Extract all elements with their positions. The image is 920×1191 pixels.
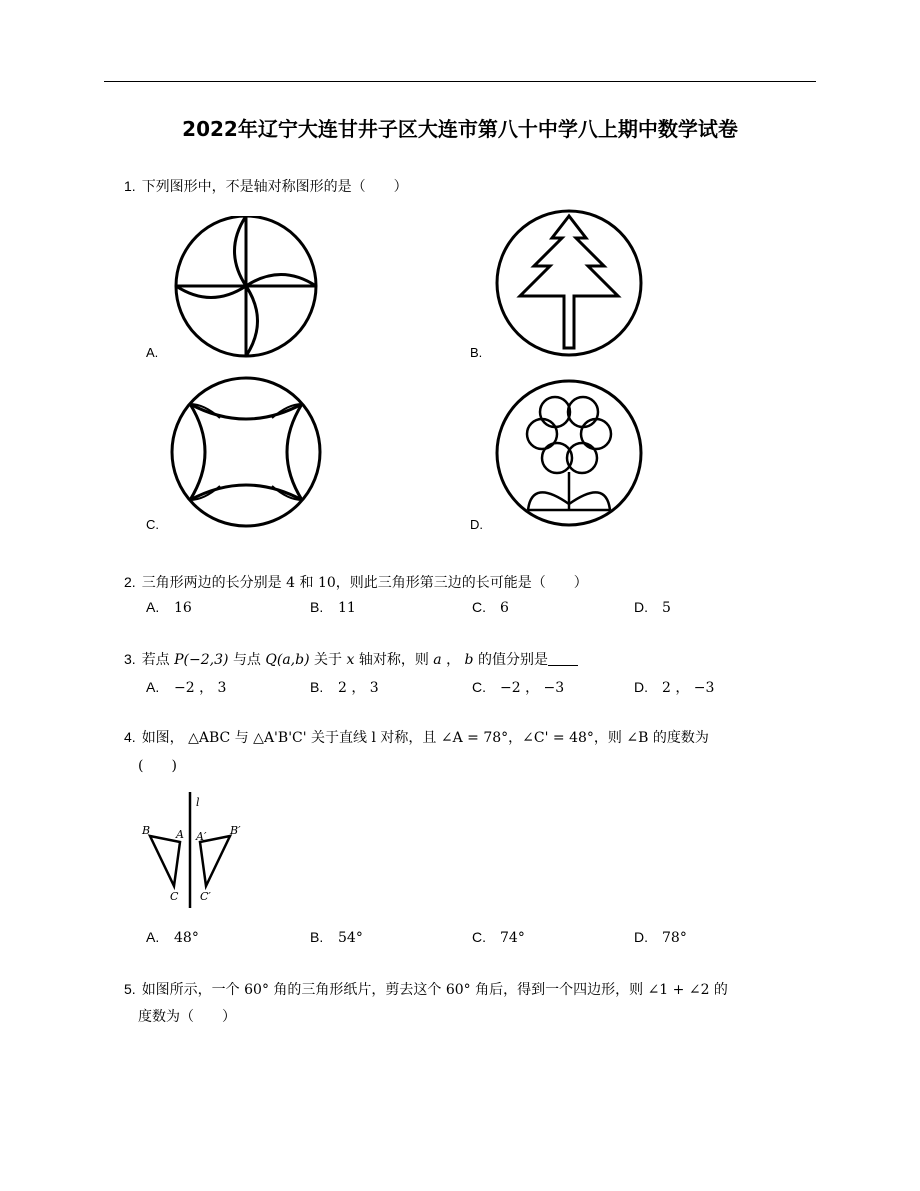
- label-l: l: [196, 796, 200, 809]
- figure-d-flower: [494, 378, 644, 528]
- option-a: A. 16: [146, 599, 192, 616]
- figure-c-concave-square: [168, 376, 324, 528]
- point-p: P(−2,3): [174, 652, 229, 668]
- question-number: 4.: [124, 729, 136, 745]
- question-3: 3. 若点 P(−2,3) 与点 Q(a,b) 关于 x 轴对称，则 a ， b 的值分别是: [124, 649, 578, 670]
- figure-q4-triangles: [138, 790, 250, 914]
- option-a: A. 48°: [146, 929, 199, 946]
- question-4: [124, 727, 709, 748]
- label-c-prime: C′: [200, 890, 211, 903]
- option-a-label: A.: [146, 345, 159, 360]
- question-number: 5.: [124, 981, 136, 997]
- option-b-label: B.: [470, 345, 483, 360]
- question-1: [124, 176, 408, 197]
- figure-b-tree: [494, 208, 644, 358]
- label-c: C: [170, 890, 179, 903]
- label-b-prime: B′: [230, 824, 241, 837]
- question-5-line2: 度数为（ ）: [138, 1009, 236, 1025]
- question-4-parens: ( ): [138, 758, 177, 774]
- option-d: D. 5: [634, 599, 671, 616]
- question-number: 1.: [124, 178, 136, 194]
- figure-a-pinwheel: [168, 216, 324, 360]
- option-d: D. 2 ， −3: [634, 679, 715, 696]
- answer-blank[interactable]: [548, 651, 578, 666]
- question-5: [124, 979, 728, 1000]
- question-number: 3.: [124, 651, 136, 667]
- question-2: [124, 572, 588, 593]
- page-title: 2022年辽宁大连甘井子区大连市第八十中学八上期中数学试卷: [182, 117, 738, 141]
- option-a: A. −2 ， 3: [146, 679, 227, 696]
- option-d: D. 78°: [634, 929, 687, 946]
- question-number: 2.: [124, 574, 136, 590]
- point-q: Q(a,b): [265, 652, 310, 668]
- option-b: B. 11: [310, 599, 356, 616]
- option-c-label: C.: [146, 517, 159, 532]
- option-c: C. 74°: [472, 929, 525, 946]
- label-b: B: [142, 824, 151, 837]
- question-text: 下列图形中，不是轴对称图形的是（ ）: [141, 179, 408, 195]
- option-b: B. 54°: [310, 929, 363, 946]
- option-b: B. 2 ， 3: [310, 679, 379, 696]
- option-c: C. −2 ， −3: [472, 679, 565, 696]
- option-c: C. 6: [472, 599, 509, 616]
- question-text: 如图， △ABC 与 △A'B'C' 关于直线 l 对称，且 ∠A = 78°，∠C' = 48°，则 ∠B 的度数为: [141, 730, 709, 746]
- question-text: 如图所示，一个 60° 角的三角形纸片，剪去这个 60° 角后，得到一个四边形，则 ∠1 + ∠2 的: [141, 982, 728, 998]
- header-rule: [104, 81, 816, 82]
- label-a: A: [176, 828, 184, 841]
- question-text: 三角形两边的长分别是 4 和 10，则此三角形第三边的长可能是（ ）: [141, 575, 588, 591]
- option-d-label: D.: [470, 517, 483, 532]
- label-a-prime: A′: [196, 830, 207, 843]
